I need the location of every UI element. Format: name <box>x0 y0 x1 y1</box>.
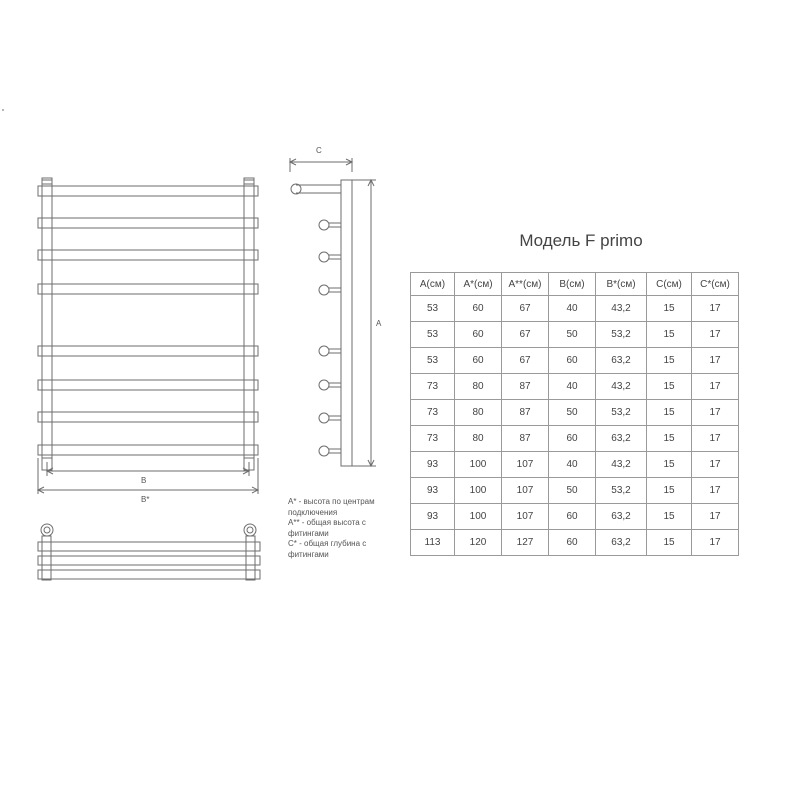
bar-end <box>319 413 329 423</box>
table-cell: 60 <box>549 348 596 374</box>
label-a: A <box>376 319 382 328</box>
table-cell: 60 <box>549 426 596 452</box>
bar-end <box>319 380 329 390</box>
table-cell: 43,2 <box>596 296 647 322</box>
note-line: фитингами <box>288 528 329 538</box>
table-cell: 80 <box>455 400 502 426</box>
table-cell: 50 <box>549 322 596 348</box>
label-c: C <box>316 146 322 155</box>
column-header: C(см) <box>647 273 692 296</box>
bar-end <box>319 446 329 456</box>
table-cell: 107 <box>502 504 549 530</box>
table-cell: 67 <box>502 296 549 322</box>
model-title: Модель F primo <box>519 231 643 250</box>
crossbar <box>38 346 258 356</box>
bar-end <box>319 252 329 262</box>
table-cell: 87 <box>502 400 549 426</box>
table-cell: 53 <box>411 296 455 322</box>
column-header: A**(см) <box>502 273 549 296</box>
table-cell: 15 <box>647 400 692 426</box>
table-body <box>411 296 739 556</box>
dimensions-table <box>410 272 739 556</box>
table-cell: 60 <box>455 296 502 322</box>
note-line: фитингами <box>288 549 329 559</box>
table-cell: 107 <box>502 478 549 504</box>
crossbar <box>38 218 258 228</box>
column-header: A(см) <box>411 273 455 296</box>
table-cell: 73 <box>411 374 455 400</box>
table-cell: 63,2 <box>596 504 647 530</box>
table-cell: 100 <box>455 504 502 530</box>
table-row <box>411 322 739 348</box>
top-view-bar <box>38 542 260 551</box>
table-cell: 60 <box>455 348 502 374</box>
right-top-fitting <box>244 178 254 184</box>
table-cell: 17 <box>692 504 739 530</box>
top-view-bar <box>38 570 260 579</box>
table-cell: 17 <box>692 322 739 348</box>
table-cell: 127 <box>502 530 549 556</box>
table-cell: 107 <box>502 452 549 478</box>
table-cell: 60 <box>549 504 596 530</box>
table-cell: 63,2 <box>596 530 647 556</box>
table-cell: 80 <box>455 426 502 452</box>
table-cell: 17 <box>692 400 739 426</box>
crossbar <box>38 284 258 294</box>
top-fitting-ring <box>41 524 53 536</box>
note-line: подключения <box>288 507 338 517</box>
column-header: B*(см) <box>596 273 647 296</box>
crossbar <box>38 412 258 422</box>
crossbar <box>38 380 258 390</box>
table-cell: 53,2 <box>596 400 647 426</box>
table-cell: 17 <box>692 426 739 452</box>
table-cell: 60 <box>455 322 502 348</box>
table-cell: 87 <box>502 426 549 452</box>
right-rail <box>244 180 254 470</box>
table-cell: 67 <box>502 348 549 374</box>
table-cell: 17 <box>692 374 739 400</box>
table-row <box>411 348 739 374</box>
crossbar <box>38 250 258 260</box>
table-cell: 120 <box>455 530 502 556</box>
table-cell: 53,2 <box>596 478 647 504</box>
top-view-rail <box>42 536 51 580</box>
table-cell: 50 <box>549 478 596 504</box>
top-view <box>38 524 260 580</box>
table-cell: 15 <box>647 530 692 556</box>
table-header-row <box>411 273 739 296</box>
table-cell: 17 <box>692 452 739 478</box>
column-header: B(см) <box>549 273 596 296</box>
side-view <box>290 158 376 466</box>
table-cell: 100 <box>455 452 502 478</box>
table-cell: 15 <box>647 478 692 504</box>
legend-notes <box>288 497 408 560</box>
label-b: B <box>141 476 147 485</box>
crossbar <box>38 186 258 196</box>
front-view <box>38 178 258 494</box>
table-cell: 17 <box>692 530 739 556</box>
table-cell: 15 <box>647 452 692 478</box>
table-cell: 15 <box>647 426 692 452</box>
table-cell: 80 <box>455 374 502 400</box>
table-row <box>411 426 739 452</box>
note-line: A** - общая высота с <box>288 518 366 527</box>
table-cell: 40 <box>549 374 596 400</box>
left-rail <box>42 180 52 470</box>
table-cell: 93 <box>411 504 455 530</box>
bar-end <box>319 346 329 356</box>
table-row <box>411 374 739 400</box>
table-cell: 53 <box>411 322 455 348</box>
column-header: C*(см) <box>692 273 739 296</box>
table-row <box>411 452 739 478</box>
table-cell: 40 <box>549 452 596 478</box>
table-row <box>411 530 739 556</box>
table-cell: 100 <box>455 478 502 504</box>
table-cell: 67 <box>502 322 549 348</box>
table-cell: 15 <box>647 322 692 348</box>
table-cell: 60 <box>549 530 596 556</box>
left-top-fitting <box>42 178 52 184</box>
table-cell: 43,2 <box>596 374 647 400</box>
table-cell: 15 <box>647 504 692 530</box>
table-cell: 73 <box>411 426 455 452</box>
side-rail <box>341 180 352 466</box>
table-cell: 63,2 <box>596 348 647 374</box>
top-fitting-ring <box>244 524 256 536</box>
table-cell: 113 <box>411 530 455 556</box>
table-cell: 93 <box>411 452 455 478</box>
table-cell: 15 <box>647 296 692 322</box>
table-row <box>411 504 739 530</box>
label-b-star: B* <box>141 495 150 504</box>
bar-end <box>319 220 329 230</box>
top-view-bar <box>38 556 260 565</box>
table-row <box>411 400 739 426</box>
table-cell: 63,2 <box>596 426 647 452</box>
table-row <box>411 296 739 322</box>
table-row <box>411 478 739 504</box>
table-cell: 50 <box>549 400 596 426</box>
column-header: A*(см) <box>455 273 502 296</box>
table-cell: 93 <box>411 478 455 504</box>
top-view-rail <box>246 536 255 580</box>
table-cell: 40 <box>549 296 596 322</box>
table-cell: 53 <box>411 348 455 374</box>
bar-end <box>319 285 329 295</box>
note-line: C* - общая глубина с <box>288 539 367 548</box>
table-cell: 15 <box>647 374 692 400</box>
note-line: A* - высота по центрам <box>288 497 375 506</box>
table-cell: 17 <box>692 296 739 322</box>
table-cell: 53,2 <box>596 322 647 348</box>
table-cell: 15 <box>647 348 692 374</box>
table-cell: 17 <box>692 478 739 504</box>
crossbar <box>38 445 258 455</box>
table-cell: 17 <box>692 348 739 374</box>
table-cell: 87 <box>502 374 549 400</box>
table-cell: 43,2 <box>596 452 647 478</box>
table-cell: 73 <box>411 400 455 426</box>
